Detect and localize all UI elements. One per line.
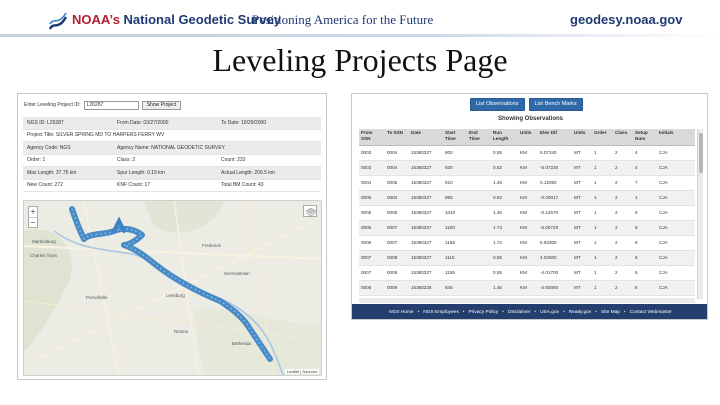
table-cell: KM [518, 205, 538, 220]
table-cell: 15380327 [409, 220, 443, 235]
column-header: Initials [657, 129, 695, 145]
table-cell: 15380327 [409, 205, 443, 220]
table-cell [467, 190, 491, 205]
table-cell: 2 [613, 280, 633, 295]
table-cell: 1100 [443, 220, 467, 235]
banner-divider [0, 34, 720, 37]
info-from-date: From Date: 03/27/2000 [117, 119, 169, 126]
footer-separator: • [462, 309, 465, 315]
table-cell: KM [518, 160, 538, 175]
table-cell: 6 [633, 250, 657, 265]
table-cell: 6 [633, 205, 657, 220]
table-cell: 0009 [385, 280, 409, 295]
footer-link[interactable]: Ready.gov [568, 309, 592, 315]
table-cell: 0.55 [491, 250, 518, 265]
table-cell: 1155 [443, 265, 467, 280]
table-cell: CJA [657, 145, 695, 160]
map-place-label: Purcellville [86, 295, 108, 300]
table-cell: 2 [613, 220, 633, 235]
table-cell: 0007 [359, 265, 385, 280]
footer-link[interactable]: Privacy Policy [468, 309, 499, 315]
footer-link[interactable]: Site Map [600, 309, 620, 315]
table-cell: 15380327 [409, 160, 443, 175]
agency-prefix: NOAA’s [72, 12, 120, 27]
table-cell: 0008 [385, 265, 409, 280]
show-project-button[interactable]: Show Project [142, 101, 181, 110]
table-cell: 0005 [385, 175, 409, 190]
table-cell: CJA [657, 175, 695, 190]
table-cell: 0.12050 [538, 175, 572, 190]
table-cell: CJA [657, 250, 695, 265]
table-cell: 1 [592, 280, 613, 295]
observations-table [359, 129, 695, 296]
table-cell: KM [518, 250, 538, 265]
table-row[interactable] [359, 160, 695, 175]
info-agency-name: Agency Name: NATIONAL GEODETIC SURVEY [117, 144, 225, 151]
table-row[interactable] [359, 145, 695, 160]
map-canvas [24, 201, 322, 376]
zoom-out-button[interactable]: − [30, 218, 36, 227]
column-header: End Time [467, 129, 491, 145]
table-row[interactable] [359, 175, 695, 190]
table-cell [467, 235, 491, 250]
table-cell: 1 [592, 220, 613, 235]
list-observations-button[interactable]: List Observations [470, 98, 525, 111]
column-header: Units [518, 129, 538, 145]
table-cell: CJA [657, 205, 695, 220]
table-cell: 0.52 [491, 190, 518, 205]
info-row [23, 117, 321, 130]
table-cell: 845 [443, 280, 467, 295]
table-cell: -5.00720 [538, 220, 572, 235]
info-max-length: Max Length: 37.75 km [27, 169, 77, 176]
table-cell: MT [572, 145, 592, 160]
project-info-panel [17, 93, 327, 380]
header-banner [0, 0, 720, 40]
table-cell: 800 [443, 145, 467, 160]
map-place-label: Leesburg [166, 293, 185, 298]
horizontal-scrollbar[interactable] [359, 298, 695, 303]
table-cell: 1.46 [491, 280, 518, 295]
table-cell: KM [518, 175, 538, 190]
table-cell: 930 [443, 160, 467, 175]
footer-link[interactable]: Contact Webmaster [629, 309, 672, 315]
table-cell: 0007 [385, 220, 409, 235]
table-cell [467, 160, 491, 175]
map-place-label: Charles Town [30, 253, 58, 258]
table-cell: 0003 [359, 145, 385, 160]
column-header: Start Time [443, 129, 467, 145]
table-cell [467, 265, 491, 280]
info-ngs-id: NGS ID: L26287 [27, 119, 64, 126]
column-header: Elev Dif [538, 129, 572, 145]
table-cell: 15380327 [409, 235, 443, 250]
info-actual-length: Actual Length: 209.5 km [221, 169, 275, 176]
table-cell: 0006 [359, 220, 385, 235]
table-cell: 0.55 [491, 145, 518, 160]
table-cell: CJA [657, 265, 695, 280]
table-cell: 0007 [359, 250, 385, 265]
table-cell: KM [518, 265, 538, 280]
table-cell: -0.00017 [538, 190, 572, 205]
table-cell: 1040 [443, 205, 467, 220]
table-cell [467, 250, 491, 265]
table-cell: 8 [633, 235, 657, 250]
info-total-bm-count: Total BM Count: 43 [221, 182, 264, 189]
table-cell: MT [572, 160, 592, 175]
table-cell: 6 [633, 220, 657, 235]
table-cell: KM [518, 190, 538, 205]
table-cell: 1 [592, 145, 613, 160]
project-map[interactable] [23, 200, 322, 376]
map-place-label: Germantown [224, 271, 250, 276]
table-row[interactable] [359, 220, 695, 235]
table-cell: 0008 [385, 250, 409, 265]
table-cell: MT [572, 265, 592, 280]
zoom-control [28, 206, 38, 228]
scrollbar-thumb[interactable] [699, 133, 703, 173]
view-buttons [470, 98, 583, 111]
table-cell: 0007 [385, 235, 409, 250]
table-cell: KM [518, 280, 538, 295]
table-cell [467, 175, 491, 190]
table-cell: 1.72 [491, 235, 518, 250]
table-row[interactable] [359, 190, 695, 205]
info-knf-count: KNF Count: 17 [117, 182, 151, 189]
project-id-label: Enter Leveling Project ID: [24, 102, 81, 108]
table-cell: 5.93300 [538, 235, 572, 250]
table-cell: 0005 [359, 190, 385, 205]
table-cell: 15380327 [409, 175, 443, 190]
info-row [23, 155, 321, 168]
table-cell: 0004 [385, 190, 409, 205]
table-row[interactable] [359, 205, 695, 220]
map-place-label: Reston [174, 329, 189, 334]
info-row [23, 167, 321, 180]
table-cell: 2 [613, 160, 633, 175]
table-cell: 1.45 [491, 175, 518, 190]
project-search-row [24, 99, 181, 111]
map-place-label: Frederick [202, 243, 221, 248]
footer-link[interactable]: USA.gov [540, 309, 560, 315]
page-title: Leveling Projects Page [212, 42, 508, 78]
table-cell: 1 [592, 175, 613, 190]
observations-heading: Showing Observations [497, 116, 563, 122]
column-header: Units [572, 129, 592, 145]
table-header-row [359, 129, 695, 145]
table-cell: MT [572, 235, 592, 250]
layers-icon[interactable] [303, 205, 317, 217]
table-cell: 2 [613, 235, 633, 250]
table-cell: 6 [633, 265, 657, 280]
table-row[interactable] [359, 265, 695, 280]
footer-separator: • [623, 309, 626, 315]
table-cell: MT [572, 190, 592, 205]
footer-link[interactable]: Disclaimer [508, 309, 531, 315]
site-url: geodesy.noaa.gov [570, 12, 683, 27]
table-cell: 1 [592, 205, 613, 220]
table-cell: MT [572, 205, 592, 220]
table-cell: -4.01700 [538, 265, 572, 280]
table-cell: 15380327 [409, 145, 443, 160]
table-cell: CJA [657, 220, 695, 235]
agency-name [72, 12, 281, 27]
table-cell: 1.74 [491, 220, 518, 235]
info-row [23, 142, 321, 155]
info-class: Class: 2 [117, 157, 136, 164]
list-bench-marks-button[interactable]: List Bench Marks [529, 98, 583, 111]
info-project-title: Project Title: SILVER SPRING MD TO HARPERS FERRY WV [27, 132, 165, 139]
table-cell: 0006 [359, 235, 385, 250]
column-header: Run Length [491, 129, 518, 145]
table-cell: 5.07240 [538, 145, 572, 160]
table-cell: 1.45 [491, 205, 518, 220]
table-cell: MT [572, 175, 592, 190]
footer-separator: • [595, 309, 597, 315]
table-cell: MT [572, 220, 592, 235]
table-cell: 0004 [385, 145, 409, 160]
table-row[interactable] [359, 280, 695, 295]
table-cell: 0005 [359, 205, 385, 220]
footer-separator: • [417, 309, 420, 315]
column-header: Order [592, 129, 613, 145]
map-attribution[interactable]: Leaflet | Sources [287, 369, 317, 374]
info-count: Count: 233 [221, 157, 246, 164]
footer-separator: • [502, 309, 504, 315]
table-cell: 4 [633, 160, 657, 175]
table-cell: 1 [592, 265, 613, 280]
table-cell [467, 220, 491, 235]
table-cell: 1 [592, 250, 613, 265]
table-cell: 1 [592, 235, 613, 250]
column-header: Setup Num [633, 129, 657, 145]
footer-separator: • [534, 309, 537, 315]
table-cell: 2 [613, 175, 633, 190]
site-footer [352, 304, 708, 320]
table-cell: CJA [657, 190, 695, 205]
table-cell: 0004 [359, 175, 385, 190]
table-cell: 1155 [443, 235, 467, 250]
info-new-count: New Count: 272 [27, 182, 63, 189]
table-cell: 2 [613, 145, 633, 160]
project-id-input[interactable]: L26287 [84, 101, 139, 110]
table-cell: 4.02500 [538, 250, 572, 265]
footer-link[interactable]: NGS Employees [423, 309, 459, 315]
table-cell: 15380327 [409, 250, 443, 265]
footer-separator: • [563, 309, 565, 315]
table-cell [467, 205, 491, 220]
table-cell: MT [572, 280, 592, 295]
table-row[interactable] [359, 235, 695, 250]
table-cell: 15380328 [409, 280, 443, 295]
table-cell: 0.52 [491, 160, 518, 175]
table-cell: KM [518, 145, 538, 160]
table-cell: CJA [657, 280, 695, 295]
info-row [23, 180, 321, 193]
zoom-in-button[interactable]: + [30, 207, 36, 216]
table-cell: 6 [633, 280, 657, 295]
table-cell: 0004 [385, 160, 409, 175]
table-cell: -0.12570 [538, 205, 572, 220]
map-place-label: Martinsburg [32, 239, 56, 244]
observations-table-body [359, 145, 695, 295]
table-cell: 1 [592, 190, 613, 205]
map-place-label: Bethesda [232, 341, 252, 346]
banner-tagline: Positioning America for the Future [252, 12, 434, 27]
info-to-date: To Date: 10/29/2000 [221, 119, 267, 126]
table-cell: -4.60060 [538, 280, 572, 295]
table-cell: 1 [633, 190, 657, 205]
table-cell: 1115 [443, 250, 467, 265]
project-info-table [23, 117, 321, 192]
info-agency-code: Agency Code: NGS [27, 144, 71, 151]
column-header: To SSN [385, 129, 409, 145]
table-cell: 15380327 [409, 190, 443, 205]
table-cell: 2 [613, 250, 633, 265]
noaa-wave-icon [48, 11, 68, 33]
table-row[interactable] [359, 250, 695, 265]
table-cell: KM [518, 235, 538, 250]
info-row [23, 130, 321, 143]
table-cell: 2 [613, 190, 633, 205]
info-order: Order: 1 [27, 157, 46, 164]
table-cell: -5.07230 [538, 160, 572, 175]
column-header: From SSN [359, 129, 385, 145]
table-cell: MT [572, 250, 592, 265]
observations-table-container[interactable] [359, 129, 695, 299]
column-header: Class [613, 129, 633, 145]
table-cell: 4 [633, 145, 657, 160]
table-cell [467, 145, 491, 160]
info-spur-length: Spur Length: 0.19 km [117, 169, 165, 176]
table-cell: 15380327 [409, 265, 443, 280]
table-cell: 1 [592, 160, 613, 175]
agency-title: National Geodetic Survey [123, 12, 282, 27]
table-cell: 0.55 [491, 265, 518, 280]
table-cell: 2 [613, 205, 633, 220]
table-cell: 955 [443, 190, 467, 205]
table-cell: CJA [657, 160, 695, 175]
vertical-scrollbar[interactable] [697, 129, 703, 299]
table-cell: 7 [633, 175, 657, 190]
table-cell: 0008 [359, 280, 385, 295]
table-cell: 910 [443, 175, 467, 190]
table-cell: 2 [613, 265, 633, 280]
observations-panel [351, 93, 708, 320]
table-cell: CJA [657, 235, 695, 250]
table-cell: KM [518, 220, 538, 235]
column-header: Date [409, 129, 443, 145]
table-cell [467, 280, 491, 295]
footer-link[interactable]: NGS Home [389, 309, 414, 315]
table-cell: 0006 [385, 205, 409, 220]
table-cell: 0003 [359, 160, 385, 175]
